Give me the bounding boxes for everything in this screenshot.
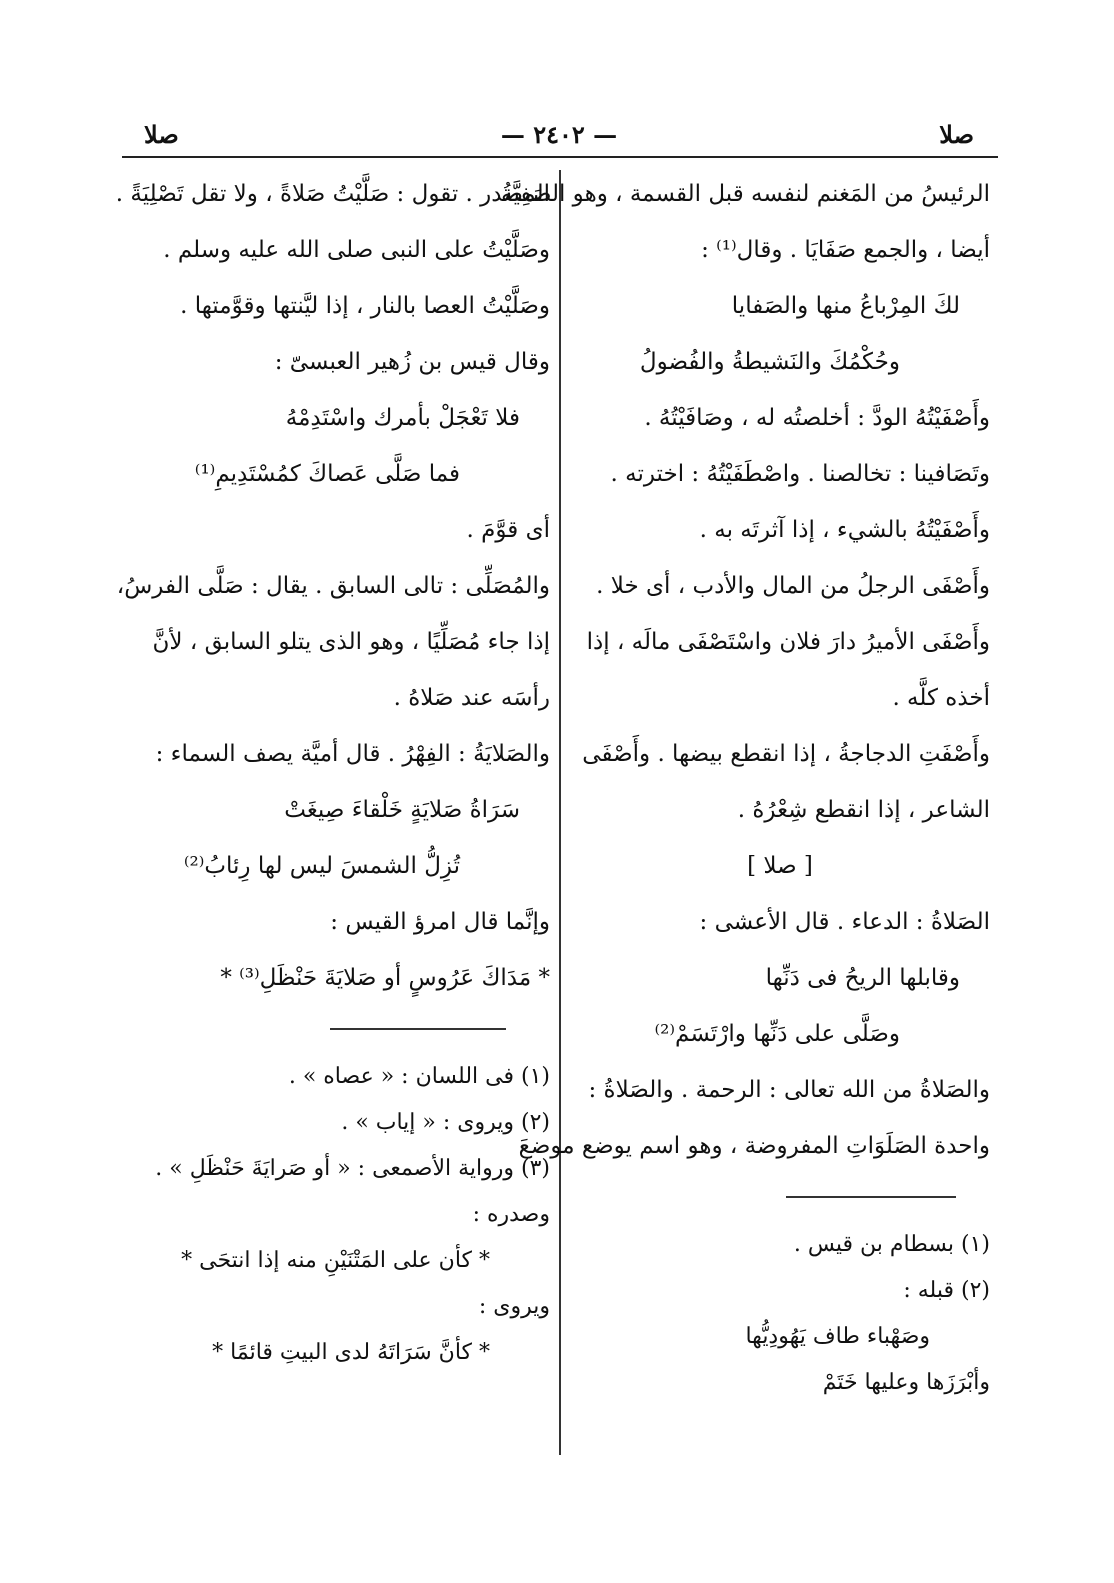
footnote-verse: وأبْرَزَها وعليها خَتَمْ (822, 1370, 990, 1395)
header-rule (122, 156, 998, 158)
text-line: وصَلَّيْتُ العصا بالنار ، إذا ليَّنتها وقوَّمتها . (180, 293, 550, 319)
footnote: وصدره : (472, 1202, 550, 1227)
header-right-word: صلا (939, 120, 974, 149)
page-header (122, 118, 996, 152)
header-left-word: صلا (144, 120, 179, 149)
footnote-rule (786, 1196, 956, 1198)
text-line: الرئيسُ من المَغنم لنفسه قبل القسمة ، وهو الصَفِيَّةُ (501, 181, 990, 207)
footnote: (١) بسطام بن قيس . (793, 1232, 990, 1257)
verse-line: سَرَاةُ صَلايَةٍ خَلْقاءَ صِيغَتْ (284, 797, 520, 823)
verse-line: فما صَلَّى عَصاكَ كمُسْتَدِيمِ⁽¹⁾ (194, 461, 460, 487)
text-line: أخذه كلَّه . (892, 685, 990, 711)
left-column (115, 166, 550, 1376)
text-line: والصَلايَةُ : الفِهْرُ . قال أميَّة يصف السماء : (155, 741, 550, 767)
footnote: (٢) قبله : (903, 1278, 990, 1303)
text-line: وتَصَافينا : تخالصنا . واصْطَفَيْتُهُ : اخترته . (610, 461, 990, 487)
text-line: وإنَّما قال امرؤ القيس : (330, 909, 550, 935)
footnote: (٣) ورواية الأصمعى : « أو صَرايَةَ حَنْظَلِ » . (155, 1156, 550, 1181)
verse-line: وحُكْمُكَ والنَشيطةُ والفُضولُ (639, 349, 900, 375)
text-line: وأَصْفَيْتُهُ الودَّ : أخلصتُه له ، وصَافَيْتُهُ . (644, 405, 990, 431)
text-line: أيضا ، والجمع صَفَايَا . وقال⁽¹⁾ : (701, 237, 990, 263)
footnote-verse: وصَهْباء طاف يَهُودِيُّها (745, 1324, 930, 1349)
text-line: وأَصْفَى الرجلُ من المال والأدب ، أى خلا . (596, 573, 990, 599)
page-number: — ٢٤٠٢ — (500, 120, 618, 149)
footnote: (١) فى اللسان : « عصاه » . (288, 1064, 550, 1089)
footnote: ويروى : (478, 1294, 550, 1319)
entry-heading: [ صلا ] (747, 853, 813, 879)
text-line: رأسَه عند صَلاهُ . (393, 685, 550, 711)
verse-line: لكَ المِرْباعُ منها والصَفايا (731, 293, 960, 319)
text-line: وصَلَّيْتُ على النبى صلى الله عليه وسلم . (163, 237, 550, 263)
footnote-rule (330, 1028, 506, 1030)
text-line: وأَصْفَتِ الدجاجةُ ، إذا انقطع بيضها . وأَصْفَى (582, 741, 990, 767)
text-line: وأَصْفَيْتُهُ بالشيء ، إذا آثرتَه به . (699, 517, 990, 543)
footnote-verse: * كأن على المَتْنَيْنِ منه إذا انتحَى * (181, 1248, 490, 1273)
column-divider (559, 170, 561, 1455)
text-line: أى قوَّمَ . (466, 517, 550, 543)
footnote-verse: * كأنَّ سَرَاتَهُ لدى البيتِ قائمًا * (212, 1340, 490, 1365)
verse-line: * مَدَاكَ عَرُوسٍ أو صَلايَةَ حَنْظَلِ⁽³⁾ * (220, 965, 550, 991)
text-line: الشاعر ، إذا انقطع شِعْرُهُ . (737, 797, 990, 823)
footnote: (٢) ويروى : « إياب » . (341, 1110, 550, 1135)
text-line: الصَلاةُ : الدعاء . قال الأعشى : (699, 909, 990, 935)
text-line: وقال قيس بن زُهير العبسىّ : (274, 349, 550, 375)
text-line: واحدة الصَلَوَاتِ المفروضة ، وهو اسم يوضع موضعَ (518, 1133, 990, 1159)
verse-line: تُزِلُّ الشمسَ ليس لها رِئابُ⁽²⁾ (183, 853, 460, 879)
verse-line: فلا تَعْجَلْ بأمرك واسْتَدِمْهُ (285, 405, 520, 431)
verse-line: وقابلها الريحُ فى دَنِّها (765, 965, 960, 991)
text-line: والمُصَلِّى : تالى السابق . يقال : صَلَّى الفرسُ، (116, 573, 550, 599)
text-line: والصَلاةُ من الله تعالى : الرحمة . والصَلاةُ : (588, 1077, 990, 1103)
text-line: المصدر . تقول : صَلَّيْتُ صَلاةً ، ولا تقل تَصْلِيَةً . (115, 181, 550, 207)
verse-line: وصَلَّى على دَنِّها وارْتَسَمْ⁽²⁾ (654, 1021, 900, 1047)
text-line: وأَصْفَى الأميرُ دارَ فلان واسْتَصْفَى مالَه ، إذا (586, 629, 990, 655)
text-line: إذا جاء مُصَلِّيًا ، وهو الذى يتلو السابق ، لأنَّ (152, 629, 550, 655)
